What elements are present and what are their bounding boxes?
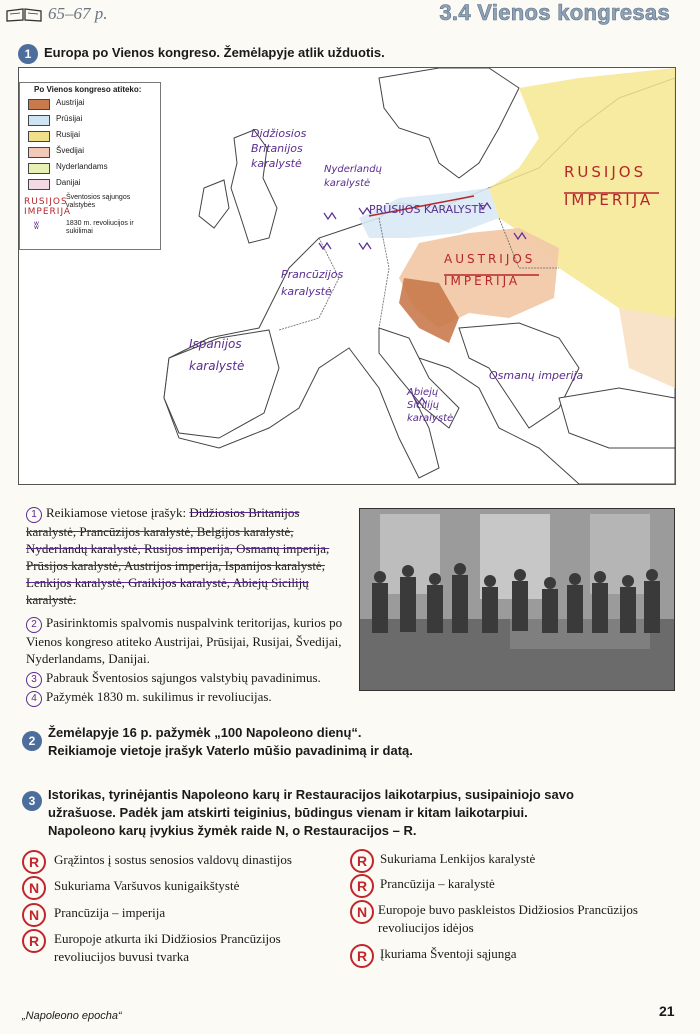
answer-mark-r[interactable]: R [22, 850, 46, 874]
answer-mark-r[interactable]: R [22, 929, 46, 953]
legend-label: Rusijai [56, 130, 81, 139]
instruction-text: Reikiamose vietose įrašyk: [46, 505, 190, 520]
legend-swatch [28, 131, 50, 142]
statement-right-3: Europoje buvo paskleistos Didžiosios Prancūzijos revoliucijos idėjos [378, 902, 638, 935]
legend-item-revolutions [28, 220, 158, 235]
legend-label: Prūsijai [56, 114, 83, 123]
instruction-text-crossed: Didžiosios Britanijos karalystė, Prancūzijos karalystė, Belgijos karalystė, Nyderlandų karalystė, Rusijos imperija, Osmanų imperija, Prūsijos karalystė, Austrijos imperija, Ispanijos karalystė, Lenkijos karalystė, Graikijos karalystė, Abiejų Sicilijų karalystė. [26, 505, 330, 607]
task-3-line-3: Napoleono karų įvykius žymėk raide N, o Restauracijos – R. [48, 823, 417, 838]
map-label-prussia: PRŪSIJOS KARALYSTĖ [369, 203, 486, 216]
instruction-number: 4 [26, 691, 42, 707]
instruction-text: Pažymėk 1830 m. sukilimus ir revoliucijas. [46, 689, 272, 704]
legend-label: Danijai [56, 178, 81, 187]
legend-handwritten-note: RUSIJOS IMPERIJA [24, 197, 72, 217]
instruction-text: Pasirinktomis spalvomis nuspalvink teritorijas, kurios po Vienos kongreso atiteko Austrijai, Prūsijai, Rusijai, Švedijai, Nyderlandams, Danijai. [26, 615, 343, 666]
legend-title: Po Vienos kongreso atiteko: [34, 85, 142, 94]
revolution-icon: ʬ [34, 221, 39, 232]
legend-swatch [28, 179, 50, 190]
statement-left-3: Prancūzija – imperija [54, 905, 166, 920]
task-2-number: 2 [22, 731, 42, 751]
instruction-text: Pabrauk Šventosios sąjungos valstybių pavadinimus. [46, 670, 321, 685]
instruction-4 [26, 688, 344, 707]
instruction-2 [26, 614, 344, 667]
statement-left-2: Sukuriama Varšuvos kunigaikštystė [54, 878, 240, 893]
page-number: 21 [659, 1003, 675, 1019]
congress-of-vienna-painting [359, 508, 675, 691]
legend-swatch [28, 115, 50, 126]
answer-mark-n[interactable]: N [22, 903, 46, 927]
map-label-france: Prancūzijos karalystė [281, 268, 344, 298]
instruction-1 [26, 504, 344, 608]
map-legend [19, 82, 161, 250]
page-header [0, 0, 700, 34]
task-3-line-2: užrašuose. Padėk jam atskirti teiginius, būdingus vienam ir kitam laikotarpiui. [48, 805, 528, 820]
instruction-number: 3 [26, 672, 42, 688]
task-3-number: 3 [22, 791, 42, 811]
legend-label: Švedijai [56, 146, 85, 155]
painting-image [360, 509, 674, 690]
answer-mark-r[interactable]: R [350, 874, 374, 898]
legend-swatch [28, 163, 50, 174]
map-label-netherlands: Nyderlandų karalystė [324, 164, 382, 189]
legend-label: Šventosios sąjungos valstybės [66, 194, 131, 209]
legend-label: 1830 m. revoliucijos ir sukilimai [66, 220, 134, 235]
task-3-line-1: Istorikas, tyrinėjantis Napoleono karų ir Restauracijos laikotarpius, susipainiojo savo [48, 787, 574, 802]
statement-right-1: Sukuriama Lenkijos karalystė [380, 851, 536, 866]
map-label-spain: Ispanijos karalystė [189, 337, 245, 373]
statement-left-1: Grąžintos į sostus senosios valdovų dinastijos [54, 852, 292, 867]
legend-label: Nyderlandams [56, 162, 108, 171]
footer-chapter-title: „Napoleono epocha“ [22, 1010, 122, 1022]
statement-right-4: Įkuriama Šventoji sąjunga [380, 946, 517, 961]
instruction-number: 1 [26, 507, 42, 523]
map-label-britain: Didžiosios Britanijos karalystė [251, 127, 307, 170]
map-label-ottoman: Osmanų imperija [489, 369, 584, 382]
task-2-line-1: Žemėlapyje 16 p. pažymėk „100 Napoleono dienų“. [48, 725, 362, 740]
instruction-number: 2 [26, 617, 42, 633]
legend-label: Austrijai [56, 98, 85, 107]
statement-right-2: Prancūzija – karalystė [380, 876, 495, 891]
answer-mark-r[interactable]: R [350, 944, 374, 968]
section-title: 3.4 Vienos kongresas [439, 0, 670, 25]
task-1-number: 1 [18, 44, 38, 64]
map-label-sicily: Abiejų Sicilijų karalystė [407, 387, 454, 424]
answer-mark-r[interactable]: R [350, 849, 374, 873]
answer-mark-n[interactable]: N [350, 900, 374, 924]
statement-left-4: Europoje atkurta iki Didžiosios Prancūzijos revoliucijos buvusi tvarka [54, 931, 281, 964]
answer-mark-n[interactable]: N [22, 876, 46, 900]
page-reference: 65–67 p. [48, 4, 108, 23]
map-label-russia: RUSIJOS IMPERIJA [564, 163, 654, 209]
legend-swatch [28, 147, 50, 158]
task-1-title: Europa po Vienos kongreso. Žemėlapyje atlik užduotis. [44, 45, 385, 60]
instruction-3 [26, 669, 344, 688]
task-2-line-2: Reikiamoje vietoje įrašyk Vaterlo mūšio pavadinimą ir datą. [48, 743, 413, 758]
book-icon [6, 8, 42, 22]
europe-map [18, 67, 676, 485]
legend-swatch [28, 99, 50, 110]
map-label-austria: AUSTRIJOS IMPERIJA [444, 252, 536, 288]
